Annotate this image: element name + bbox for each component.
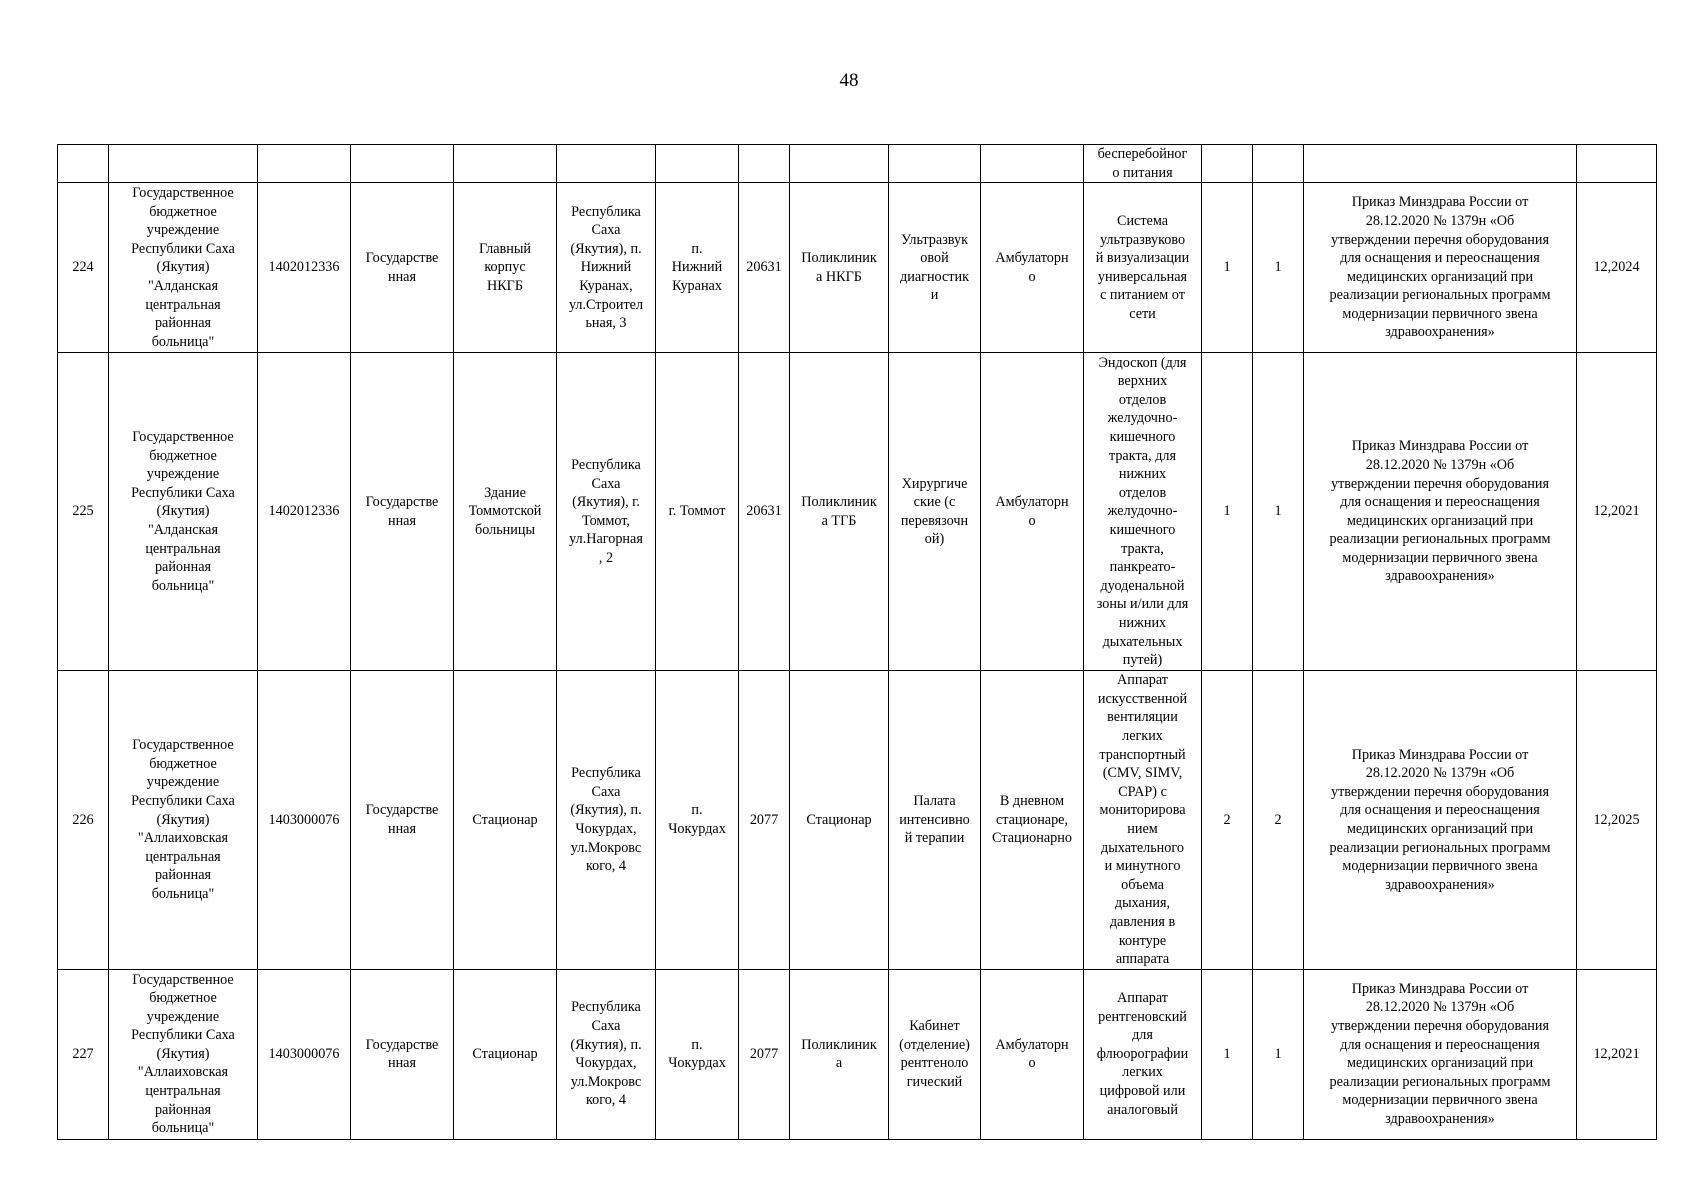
locality-text: п. Чокурдах bbox=[668, 1036, 726, 1072]
code-text: 20631 bbox=[746, 259, 782, 276]
building-text: Здание Томмотской больницы bbox=[468, 484, 542, 538]
cell-num bbox=[58, 671, 109, 970]
cell-care bbox=[981, 969, 1084, 1139]
cell-ownership bbox=[351, 353, 454, 671]
cell-locality bbox=[656, 671, 739, 970]
building-text: Стационар bbox=[472, 811, 538, 828]
cell-department bbox=[889, 969, 981, 1139]
org-text: Государственное бюджетное учреждение Республики Саха (Якутия) "Аллаиховская центральная районная больница" bbox=[131, 737, 235, 903]
inn-text: 1402012336 bbox=[268, 259, 340, 276]
cell-org bbox=[109, 145, 258, 183]
address-text: Республика Саха (Якутия), г. Томмот, ул.Нагорная , 2 bbox=[569, 456, 643, 566]
qty2-text: 1 bbox=[1274, 1045, 1282, 1062]
ownership-text: Государстве нная bbox=[365, 494, 439, 529]
qty2-text: 1 bbox=[1274, 259, 1282, 276]
cell-unit bbox=[790, 671, 889, 970]
cell-num bbox=[58, 145, 109, 183]
cell-num bbox=[58, 183, 109, 353]
cell-department bbox=[889, 183, 981, 353]
cell-inn bbox=[258, 671, 351, 970]
table-row bbox=[58, 183, 1657, 353]
cell-org bbox=[109, 671, 258, 970]
cell-building bbox=[454, 145, 557, 183]
department-text: Ультразвук овой диагностик и bbox=[900, 231, 969, 304]
table-row-continued bbox=[58, 145, 1657, 183]
unit-text: Поликлиник а bbox=[801, 1036, 877, 1072]
cell-order bbox=[1304, 145, 1577, 183]
cell-ownership bbox=[351, 969, 454, 1139]
inn-text: 1403000076 bbox=[268, 811, 340, 828]
cell-building bbox=[454, 353, 557, 671]
cell-inn bbox=[258, 145, 351, 183]
ownership-text: Государстве нная bbox=[365, 1036, 439, 1072]
cell-equipment bbox=[1084, 183, 1202, 353]
equipment-text: Аппарат искусственной вентиляции легких транспортный (CMV, SIMV, CPAP) с мониторирова нием дыхательного и минутного объема дыхания, давления в контуре аппарата bbox=[1097, 672, 1188, 968]
table-row bbox=[58, 969, 1657, 1139]
date-text: 12,2025 bbox=[1593, 811, 1640, 828]
ownership-text: Государстве нная bbox=[365, 250, 439, 285]
date-text: 12,2024 bbox=[1593, 259, 1640, 276]
cell-department bbox=[889, 671, 981, 970]
department-text: Кабинет (отделение) рентгеноло гический bbox=[899, 1018, 970, 1090]
cell-equipment bbox=[1084, 671, 1202, 970]
num-text: 225 bbox=[72, 503, 94, 520]
address-text: Республика Саха (Якутия), п. Чокурдах, ул.Мокровс кого, 4 bbox=[570, 999, 642, 1109]
equipment-text: бесперебойног о питания bbox=[1097, 146, 1188, 181]
cell-care bbox=[981, 183, 1084, 353]
cell-department bbox=[889, 145, 981, 183]
cell-unit bbox=[790, 145, 889, 183]
department-text: Хирургиче ские (с перевязочн ой) bbox=[900, 475, 969, 548]
order-text: Приказ Минздрава России от 28.12.2020 № 1379н «Об утверждении перечня оборудования для оснащения и переоснащения медицинских организаций при реализации региональных программ модернизации первичного звена здравоохранения» bbox=[1329, 980, 1551, 1127]
qty1-text: 2 bbox=[1223, 811, 1231, 828]
org-text: Государственное бюджетное учреждение Республики Саха (Якутия) "Алданская центральная районная больница" bbox=[131, 185, 235, 350]
care-text: Амбулаторн о bbox=[995, 250, 1069, 285]
code-text: 2077 bbox=[749, 1045, 779, 1062]
cell-date bbox=[1577, 145, 1657, 183]
cell-inn bbox=[258, 969, 351, 1139]
qty1-text: 1 bbox=[1223, 1045, 1231, 1062]
cell-order bbox=[1304, 671, 1577, 970]
cell-code bbox=[739, 145, 790, 183]
qty2-text: 1 bbox=[1274, 503, 1282, 520]
cell-equipment bbox=[1084, 353, 1202, 671]
cell-num bbox=[58, 353, 109, 671]
cell-qty2 bbox=[1253, 145, 1304, 183]
cell-date bbox=[1577, 969, 1657, 1139]
cell-care bbox=[981, 353, 1084, 671]
cell-equipment bbox=[1084, 969, 1202, 1139]
cell-locality bbox=[656, 183, 739, 353]
cell-unit bbox=[790, 353, 889, 671]
code-text: 2077 bbox=[749, 811, 779, 828]
org-text: Государственное бюджетное учреждение Республики Саха (Якутия) "Аллаиховская центральная районная больница" bbox=[131, 971, 235, 1137]
cell-care bbox=[981, 145, 1084, 183]
cell-qty2 bbox=[1253, 969, 1304, 1139]
num-text: 226 bbox=[72, 811, 94, 828]
care-text: Амбулаторн о bbox=[995, 494, 1069, 529]
department-text: Палата интенсивно й терапии bbox=[899, 793, 970, 847]
order-text: Приказ Минздрава России от 28.12.2020 № 1379н «Об утверждении перечня оборудования для оснащения и переоснащения медицинских организаций при реализации региональных программ модернизации первичного звена здравоохранения» bbox=[1329, 194, 1551, 341]
table-row bbox=[58, 671, 1657, 970]
cell-date bbox=[1577, 671, 1657, 970]
cell-order bbox=[1304, 969, 1577, 1139]
cell-unit bbox=[790, 183, 889, 353]
locality-text: г. Томмот bbox=[668, 503, 726, 520]
care-text: В дневном стационаре, Стационарно bbox=[992, 793, 1072, 847]
cell-org bbox=[109, 969, 258, 1139]
qty1-text: 1 bbox=[1223, 503, 1231, 520]
cell-address bbox=[557, 353, 656, 671]
page-number: 48 bbox=[839, 70, 859, 91]
num-text: 224 bbox=[72, 259, 94, 276]
equipment-text: Система ультразвуково й визуализации универсальная с питанием от сети bbox=[1095, 212, 1190, 322]
cell-code bbox=[739, 183, 790, 353]
org-text: Государственное бюджетное учреждение Республики Саха (Якутия) "Алданская центральная районная больница" bbox=[131, 429, 235, 594]
ownership-text: Государстве нная bbox=[365, 802, 439, 837]
cell-unit bbox=[790, 969, 889, 1139]
care-text: Амбулаторн о bbox=[995, 1036, 1069, 1072]
cell-num bbox=[58, 969, 109, 1139]
locality-text: п. Чокурдах bbox=[668, 802, 726, 837]
cell-department bbox=[889, 353, 981, 671]
cell-org bbox=[109, 183, 258, 353]
cell-address bbox=[557, 671, 656, 970]
cell-order bbox=[1304, 183, 1577, 353]
cell-qty1 bbox=[1202, 353, 1253, 671]
cell-inn bbox=[258, 353, 351, 671]
cell-date bbox=[1577, 353, 1657, 671]
qty2-text: 2 bbox=[1274, 811, 1282, 828]
cell-code bbox=[739, 353, 790, 671]
date-text: 12,2021 bbox=[1593, 1045, 1640, 1062]
cell-locality bbox=[656, 145, 739, 183]
equipment-text: Аппарат рентгеновский для флюорографии легких цифровой или аналоговый bbox=[1096, 990, 1189, 1118]
cell-org bbox=[109, 353, 258, 671]
cell-inn bbox=[258, 183, 351, 353]
cell-ownership bbox=[351, 145, 454, 183]
cell-building bbox=[454, 183, 557, 353]
locality-text: п. Нижний Куранах bbox=[671, 240, 723, 294]
cell-address bbox=[557, 145, 656, 183]
cell-ownership bbox=[351, 671, 454, 970]
inn-text: 1403000076 bbox=[268, 1045, 340, 1062]
cell-code bbox=[739, 671, 790, 970]
cell-order bbox=[1304, 353, 1577, 671]
order-text: Приказ Минздрава России от 28.12.2020 № 1379н «Об утверждении перечня оборудования для оснащения и переоснащения медицинских организаций при реализации региональных программ модернизации первичного звена здравоохранения» bbox=[1329, 746, 1551, 893]
address-text: Республика Саха (Якутия), п. Нижний Куранах, ул.Строител ьная, 3 bbox=[568, 203, 644, 332]
cell-qty2 bbox=[1253, 353, 1304, 671]
cell-building bbox=[454, 969, 557, 1139]
equipment-table bbox=[57, 144, 1657, 1140]
cell-address bbox=[557, 969, 656, 1139]
order-text: Приказ Минздрава России от 28.12.2020 № 1379н «Об утверждении перечня оборудования для оснащения и переоснащения медицинских организаций при реализации региональных программ модернизации первичного звена здравоохранения» bbox=[1329, 438, 1551, 585]
inn-text: 1402012336 bbox=[268, 503, 340, 520]
cell-building bbox=[454, 671, 557, 970]
cell-ownership bbox=[351, 183, 454, 353]
cell-equipment bbox=[1084, 145, 1202, 183]
cell-qty1 bbox=[1202, 969, 1253, 1139]
cell-qty1 bbox=[1202, 183, 1253, 353]
cell-qty2 bbox=[1253, 671, 1304, 970]
qty1-text: 1 bbox=[1223, 259, 1231, 276]
cell-qty2 bbox=[1253, 183, 1304, 353]
building-text: Главный корпус НКГБ bbox=[479, 240, 531, 294]
cell-locality bbox=[656, 353, 739, 671]
unit-text: Поликлиник а ТГБ bbox=[801, 494, 877, 529]
unit-text: Стационар bbox=[806, 811, 872, 828]
cell-care bbox=[981, 671, 1084, 970]
cell-address bbox=[557, 183, 656, 353]
cell-code bbox=[739, 969, 790, 1139]
table-row bbox=[58, 353, 1657, 671]
cell-qty1 bbox=[1202, 671, 1253, 970]
unit-text: Поликлиник а НКГБ bbox=[801, 250, 877, 285]
building-text: Стационар bbox=[472, 1045, 538, 1062]
cell-locality bbox=[656, 969, 739, 1139]
cell-date bbox=[1577, 183, 1657, 353]
num-text: 227 bbox=[72, 1045, 94, 1062]
date-text: 12,2021 bbox=[1593, 503, 1640, 520]
equipment-text: Эндоскоп (для верхних отделов желудочно- кишечного тракта, для нижних отделов желудочно- кишечного тракта, панкреато- дуоденальной зоны и/или для нижних дыхательных путей) bbox=[1096, 354, 1189, 669]
code-text: 20631 bbox=[746, 503, 782, 520]
cell-qty1 bbox=[1202, 145, 1253, 183]
address-text: Республика Саха (Якутия), п. Чокурдах, ул.Мокровс кого, 4 bbox=[570, 765, 642, 875]
